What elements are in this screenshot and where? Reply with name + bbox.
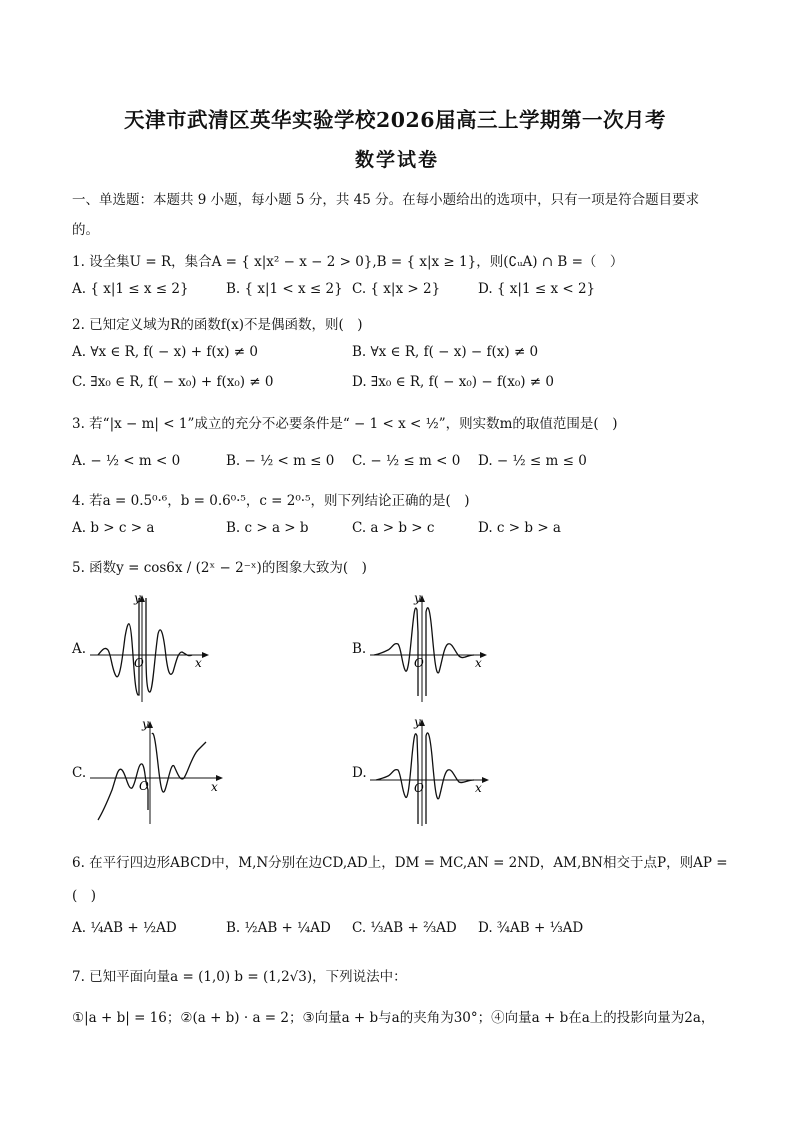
q3-option-a: A. − ½ < m < 0 xyxy=(72,453,181,469)
q4-option-d: D. c > b > a xyxy=(478,520,561,536)
y-label: y xyxy=(414,592,421,605)
q4-option-a: A. b > c > a xyxy=(72,520,155,536)
question-7-items: ①|a + b| = 16；②(a + b) · a = 2；③向量a + b与a的夹角为30°；④向量a + b在a上的投影向量为2a， xyxy=(72,1010,715,1026)
y-label: y xyxy=(134,592,141,605)
origin-label: O xyxy=(139,779,149,793)
y-label: y xyxy=(142,717,149,731)
q5-option-a: A. xyxy=(72,641,87,657)
question-1-stem: 1. 设全集U = R，集合A = { x|x² − x − 2 > 0},B = { x|x ≥ 1}，则(∁ᵤA) ∩ B =（ ） xyxy=(72,254,624,270)
q5-option-b: B. xyxy=(352,641,367,657)
curve xyxy=(98,598,192,695)
origin-label: O xyxy=(414,656,424,670)
x-axis-arrow xyxy=(482,777,489,783)
graph-d xyxy=(368,716,492,828)
q1-option-c: C. { x|x > 2} xyxy=(352,281,441,297)
q1-option-d: D. { x|1 ≤ x < 2} xyxy=(478,281,596,297)
x-label: x xyxy=(475,781,482,795)
q3-option-d: D. − ½ ≤ m ≤ 0 xyxy=(478,453,587,469)
page-subtitle: 数学试卷 xyxy=(355,149,440,171)
q2-option-d: D. ∃x₀ ∈ R, f( − x₀) − f(x₀) ≠ 0 xyxy=(352,374,554,390)
q3-option-b: B. − ½ < m ≤ 0 xyxy=(226,453,335,469)
q6-option-a: A. ¼AB + ½AD xyxy=(72,920,177,936)
question-4-stem: 4. 若a = 0.5⁰·⁶，b = 0.6⁰·⁵，c = 2⁰·⁵，则下列结论正确的是( ) xyxy=(72,493,470,509)
curve xyxy=(376,733,474,824)
page-title: 天津市武清区英华实验学校2026届高三上学期第一次月考 xyxy=(124,108,667,132)
q2-option-c: C. ∃x₀ ∈ R, f( − x₀) + f(x₀) ≠ 0 xyxy=(72,374,274,390)
x-label: x xyxy=(475,656,482,670)
q5-option-c: C. xyxy=(72,765,87,781)
x-label: x xyxy=(211,780,218,794)
q2-option-b: B. ∀x ∈ R, f( − x) − f(x) ≠ 0 xyxy=(352,344,539,360)
question-3-stem: 3. 若“|x − m| < 1”成立的充分不必要条件是“ − 1 < x < ½”，则实数m的取值范围是( ) xyxy=(72,416,618,432)
q6-option-b: B. ½AB + ¼AD xyxy=(226,920,331,936)
q4-option-b: B. c > a > b xyxy=(226,520,309,536)
q5-option-d: D. xyxy=(352,765,367,781)
question-6-stem-cont: ( ) xyxy=(72,888,97,904)
question-5-stem: 5. 函数y = cos6x / (2ˣ − 2⁻ˣ)的图象大致为( ) xyxy=(72,560,367,576)
y-label: y xyxy=(414,716,421,729)
section-intro-line2: 的。 xyxy=(72,222,99,238)
section-intro-line1: 一、单选题：本题共 9 小题，每小题 5 分，共 45 分。在每小题给出的选项中，只有一项是符合题目要求 xyxy=(72,192,700,208)
q1-option-b: B. { x|1 < x ≤ 2} xyxy=(226,281,343,297)
graph-c xyxy=(88,716,228,826)
q2-option-a: A. ∀x ∈ R, f( − x) + f(x) ≠ 0 xyxy=(72,344,258,360)
q3-option-c: C. − ½ ≤ m < 0 xyxy=(352,453,461,469)
origin-label: O xyxy=(414,781,424,795)
q6-option-c: C. ⅓AB + ⅔AD xyxy=(352,920,457,936)
q6-option-d: D. ¾AB + ⅓AD xyxy=(478,920,584,936)
curve xyxy=(374,608,474,696)
question-7-stem: 7. 已知平面向量a = (1,0) b = (1,2√3)，下列说法中： xyxy=(72,969,407,985)
curve xyxy=(98,733,206,820)
graph-a xyxy=(88,592,212,704)
q4-option-c: C. a > b > c xyxy=(352,520,435,536)
q1-option-a: A. { x|1 ≤ x ≤ 2} xyxy=(72,281,189,297)
graph-b xyxy=(368,592,492,704)
x-label: x xyxy=(195,656,202,670)
origin-label: O xyxy=(134,656,144,670)
question-2-stem: 2. 已知定义域为R的函数f(x)不是偶函数，则( ) xyxy=(72,317,363,333)
question-6-stem: 6. 在平行四边形ABCD中，M,N分别在边CD,AD上，DM = MC,AN = 2ND，AM,BN相交于点P，则AP = xyxy=(72,855,728,871)
x-axis-arrow xyxy=(202,652,209,658)
